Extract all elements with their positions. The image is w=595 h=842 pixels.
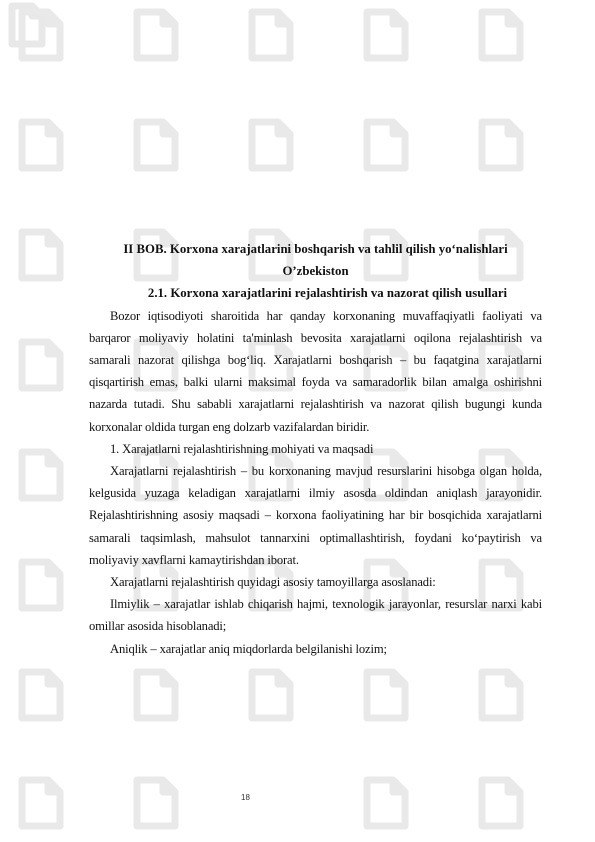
- paragraph-principle-accuracy: Aniqlik – xarajatlar aniq miqdorlarda belgilanishi lozim;: [110, 641, 387, 656]
- document-body: [89, 238, 542, 660]
- chapter-title-continuation: O’zbekiston: [282, 264, 349, 279]
- chapter-title: II BOB. Korxona xarajatlarini boshqarish va tahlil qilish yo‘nalishlari: [123, 242, 508, 256]
- paragraph-subheading: 1. Xarajatlarni rejalashtirishning mohiyati va maqsadi: [110, 441, 374, 456]
- section-title: 2.1. Korxona xarajatlarini rejalashtirish va nazorat qilish usullari: [147, 286, 508, 301]
- paragraph-intro: Bozor iqtisodiyoti sharoitida har qanday korxonaning muvaffaqiyatli faoliyati va barqaror moliyaviy holatini ta'minlash bevosita xarajatlarni oqilona rejalashtirish va samarali nazorat qilishga bog‘liq. Xarajatlarni boshqarish – bu faqatgina xarajatlarni qisqartirish emas, balki ularni maksimal foyda va samaradorlik bilan amalga oshirishni nazarda tutadi. Shu sababli xarajatlarni rejalashtirish va nazorat qilish bugungi kunda korxonalar oldida turgan eng dolzarb vazifalardan biridir.: [89, 308, 542, 434]
- paragraph-definition: Xarajatlarni rejalashtirish – bu korxonaning mavjud resurslarini hisobga olgan holda, kelgusida yuzaga keladigan xarajatlarni ilmiy asosda oldindan aniqlash jarayonidir. Rejalashtirishning asosiy maqsadi – korxona faoliyatining har bir bosqichida xarajatlarni samarali taqsimlash, mahsulot tannarxini optimallashtirish, foydani ko‘paytirish va moliyaviy xavflarni kamaytirishdan iborat.: [89, 464, 542, 567]
- paragraph-principle-scientific: Ilmiylik – xarajatlar ishlab chiqarish hajmi, texnologik jarayonlar, resurslar narxi kabi omillar asosida hisoblanadi;: [89, 597, 542, 634]
- page-number: 18: [241, 793, 250, 802]
- paragraph-principles-intro: Xarajatlarni rejalashtirish quyidagi asosiy tamoyillarga asoslanadi:: [110, 575, 436, 590]
